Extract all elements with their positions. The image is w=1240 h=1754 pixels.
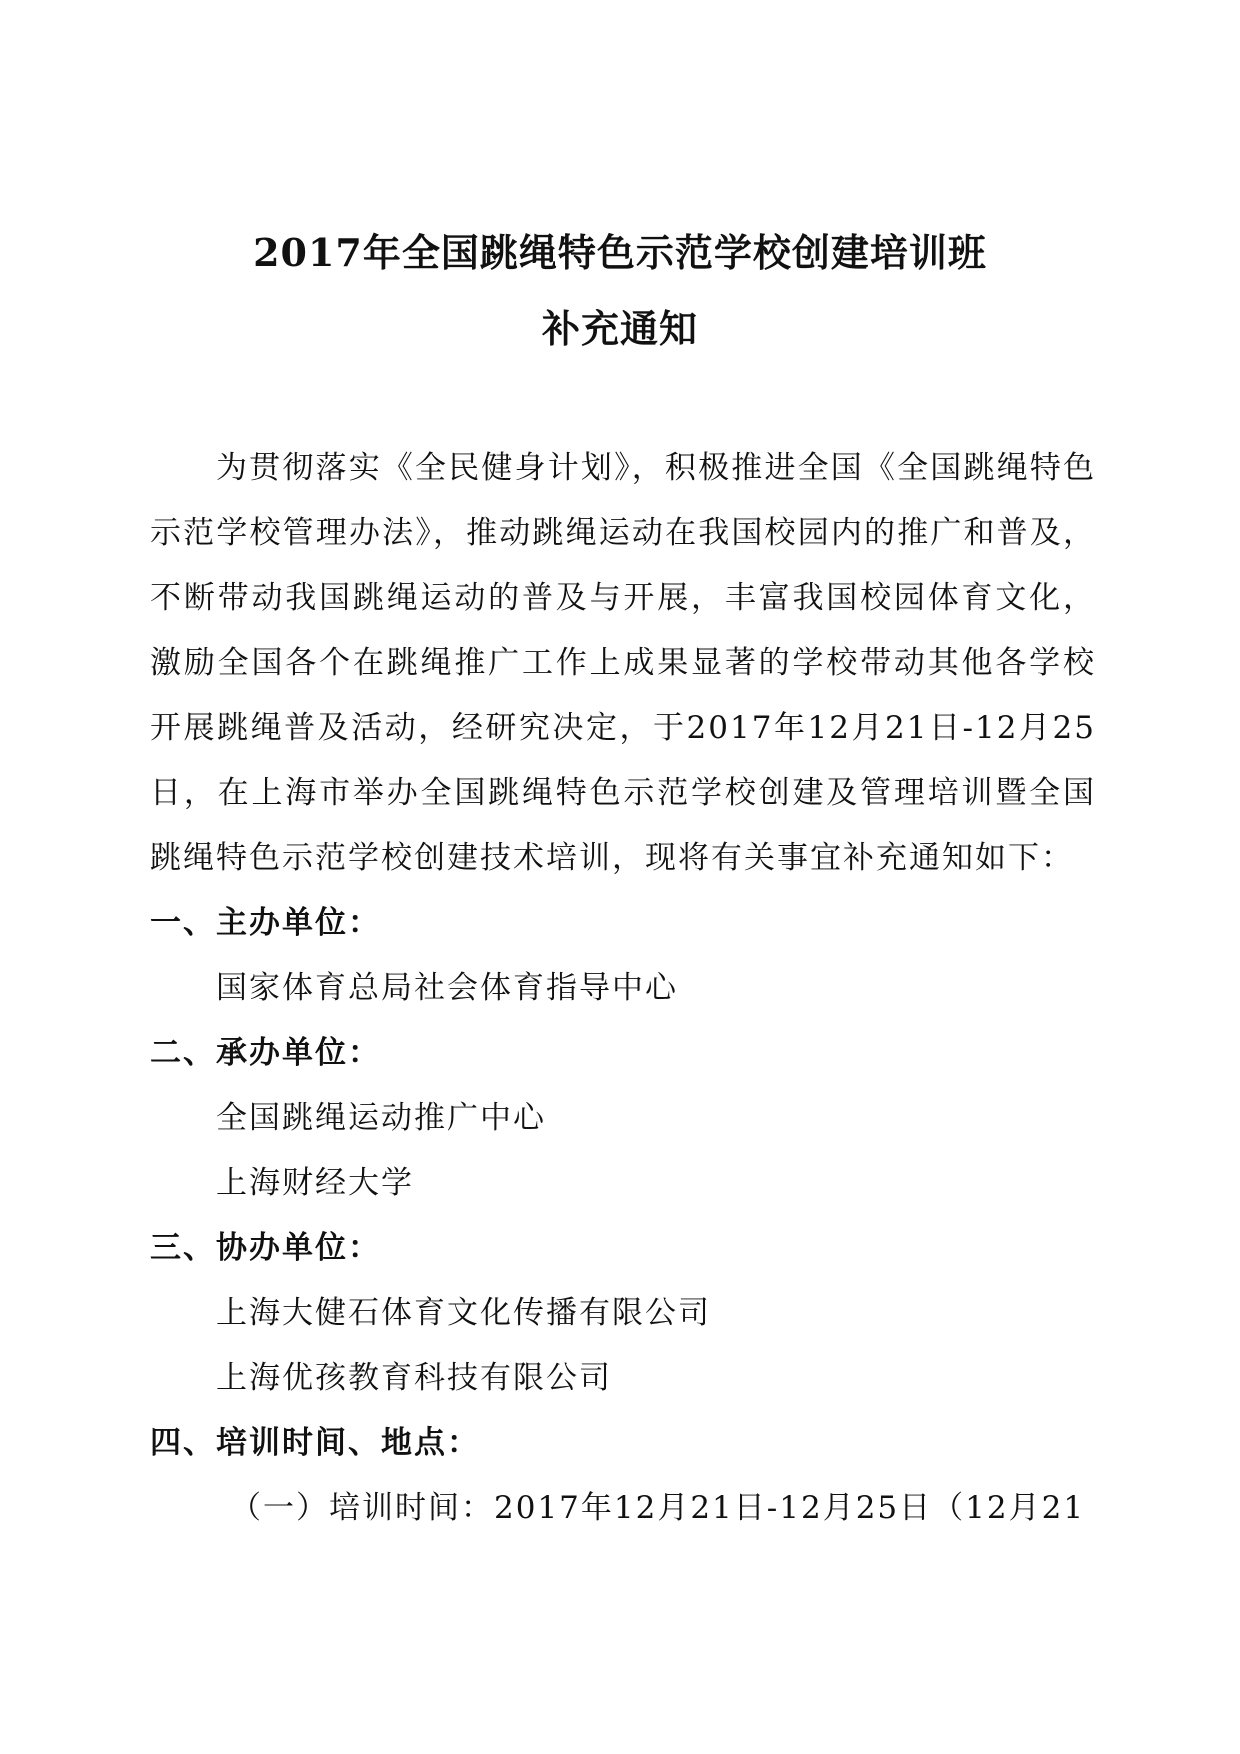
document-body bbox=[150, 436, 1096, 1541]
section-heading-organizer: 一、主办单位： bbox=[150, 905, 381, 941]
undertaker-item: 上海财经大学 bbox=[216, 1165, 414, 1201]
document-subtitle: 补充通知 bbox=[541, 306, 698, 351]
section-heading-co-organizer: 三、协办单位： bbox=[150, 1230, 381, 1266]
organizer-item: 国家体育总局社会体育指导中心 bbox=[216, 970, 678, 1006]
undertaker-item: 全国跳绳运动推广中心 bbox=[216, 1100, 546, 1136]
intro-paragraph: 为贯彻落实《全民健身计划》，积极推进全国《全国跳绳特色示范学校管理办法》，推动跳绳运动在我国校园内的推广和普及，不断带动我国跳绳运动的普及与开展，丰富我国校园体育文化，激励全国各个在跳绳推广工作上成果显著的学校带动其他各学校开展跳绳普及活动，经研究决定，于2017年12月21日-12月25日，在上海市举办全国跳绳特色示范学校创建及管理培训暨全国跳绳特色示范学校创建技术培训，现将有关事宜补充通知如下： bbox=[150, 450, 1096, 876]
training-time-line: （一）培训时间：2017年12月21日-12月25日（12月21 bbox=[230, 1490, 1086, 1526]
co-organizer-item: 上海优孩教育科技有限公司 bbox=[216, 1360, 612, 1396]
document-title: 2017年全国跳绳特色示范学校创建培训班 bbox=[253, 230, 987, 275]
section-heading-time-place: 四、培训时间、地点： bbox=[150, 1425, 480, 1461]
section-heading-undertaker: 二、承办单位： bbox=[150, 1035, 381, 1071]
co-organizer-item: 上海大健石体育文化传播有限公司 bbox=[216, 1295, 711, 1331]
